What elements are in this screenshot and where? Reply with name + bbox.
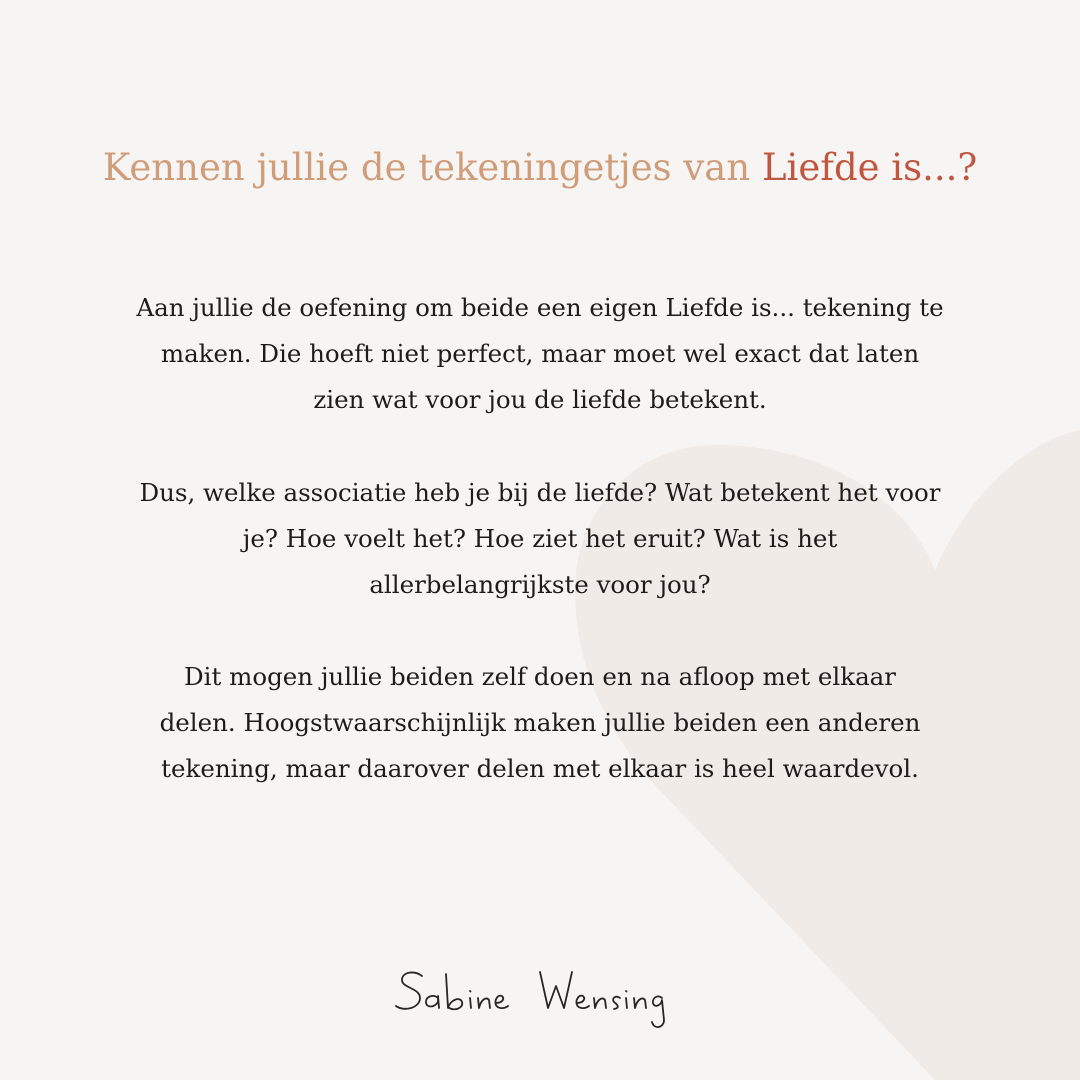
paragraph-1	[90, 285, 990, 423]
page-title	[0, 140, 1080, 196]
paragraph-line: je? Hoe voelt het? Hoe ziet het eruit? Wat is het	[242, 524, 838, 553]
title-highlight: Liefde is...?	[761, 146, 978, 189]
paragraph-line: zien wat voor jou de liefde betekent.	[313, 385, 767, 414]
signature-logo	[390, 958, 690, 1038]
paragraph-3	[90, 654, 990, 792]
paragraph-line: Dus, welke associatie heb je bij de liefde? Wat betekent het voor	[139, 478, 941, 507]
paragraph-line: tekening, maar daarover delen met elkaar is heel waardevol.	[161, 754, 919, 783]
title-intro: Kennen jullie de tekeningetjes van	[102, 146, 762, 189]
paragraph-line: delen. Hoogstwaarschijnlijk maken jullie beiden een anderen	[159, 708, 921, 737]
paragraph-2	[90, 470, 990, 608]
paragraph-line: maken. Die hoeft niet perfect, maar moet wel exact dat laten	[160, 339, 920, 368]
paragraph-line: Aan jullie de oefening om beide een eigen Liefde is... tekening te	[136, 293, 944, 322]
paragraph-line: Dit mogen jullie beiden zelf doen en na afloop met elkaar	[183, 662, 896, 691]
paragraph-line: allerbelangrijkste voor jou?	[369, 570, 711, 599]
